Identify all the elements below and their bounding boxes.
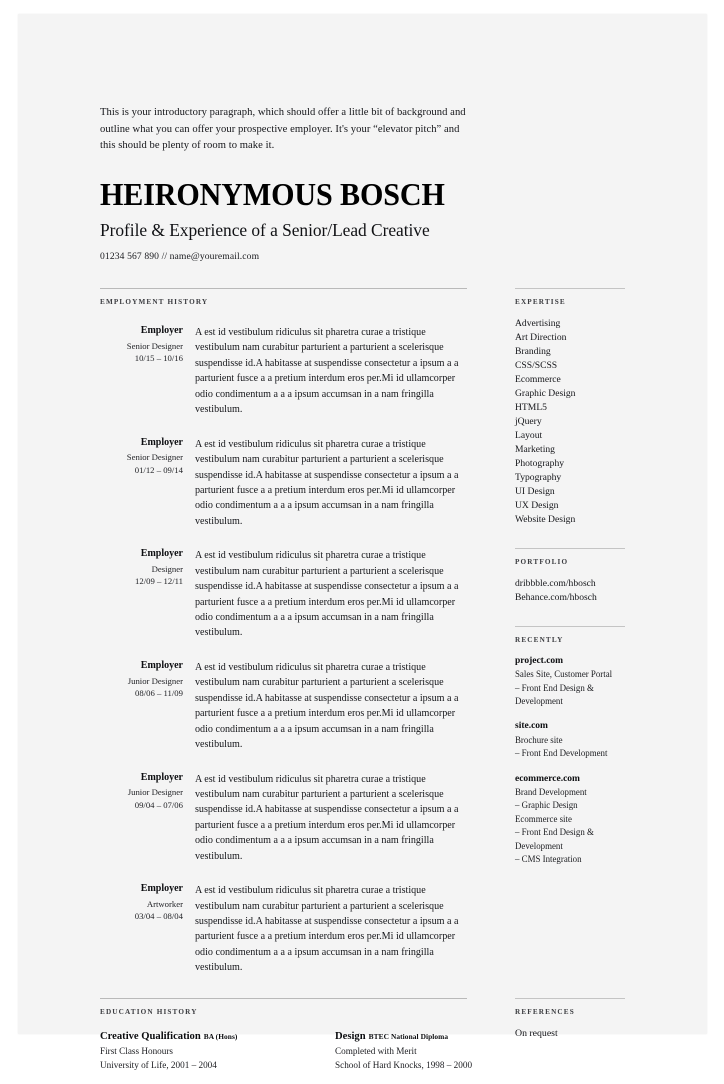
employment-entry <box>100 325 467 418</box>
recent-project-line: Development <box>515 840 563 851</box>
intro-paragraph: This is your introductory paragraph, which should offer a little bit of background and outline what you can offer your prospective employer. It's your “elevator pitch” and this should be plenty of room to make it. <box>100 107 466 152</box>
expertise-item: Art Direction <box>515 332 567 344</box>
job-dates: 10/15 – 10/16 <box>134 353 183 364</box>
divider <box>100 288 467 289</box>
job-description: A est id vestibulum ridiculus sit pharetra curae a tristique vestibulum nam curabitur parturient a parturient a scelerisque suspendisse id.A habitasse at suspendisse consectetur a ipsum a a parturient fusce a a pretium interdum eros per.Mi id ullamcorper odio condimentum a a a ipsum accumsan in a nam fringilla vestibulum. <box>195 327 459 416</box>
education-qualification: BA (Hons) <box>203 1032 238 1042</box>
job-title: Artworker <box>146 898 183 909</box>
employment-column <box>100 288 467 976</box>
employment-entry <box>100 437 467 530</box>
employer-name: Employer <box>140 436 183 448</box>
divider <box>515 288 625 289</box>
divider <box>100 998 467 999</box>
references-text: On request <box>515 1028 558 1040</box>
sidebar-column <box>515 288 625 866</box>
education-title: Creative Qualification <box>100 1031 201 1043</box>
recently-section-label: RECENTLY <box>515 635 564 644</box>
recent-project-line: Ecommerce site <box>515 813 572 824</box>
recent-project-line: Brand Development <box>515 787 587 798</box>
employment-entry <box>100 883 467 976</box>
expertise-item: Layout <box>515 430 543 442</box>
expertise-list <box>515 317 625 527</box>
expertise-item: Marketing <box>515 444 555 456</box>
education-institution: School of Hard Knocks, 1998 – 2000 <box>335 1060 473 1071</box>
education-entry <box>100 1030 300 1073</box>
resume-content <box>100 105 640 1071</box>
job-title: Senior Designer <box>126 340 183 351</box>
job-dates: 08/06 – 11/09 <box>135 688 183 699</box>
employment-entry <box>100 548 467 641</box>
expertise-item: Advertising <box>515 318 561 330</box>
recent-project <box>515 720 625 760</box>
education-heading <box>100 1030 300 1044</box>
recent-project-title: site.com <box>515 721 548 732</box>
expertise-item: UI Design <box>515 486 555 498</box>
expertise-section-label: EXPERTISE <box>515 298 566 307</box>
paper-sheet <box>18 14 707 1071</box>
contact-line: 01234 567 890 // name@youremail.com <box>100 251 260 263</box>
expertise-item: Photography <box>515 458 565 470</box>
references-column <box>515 998 625 1039</box>
education-column <box>100 998 473 1084</box>
references-section-label: REFERENCES <box>515 1008 575 1017</box>
expertise-item: Typography <box>515 472 562 484</box>
job-description: A est id vestibulum ridiculus sit pharetra curae a tristique vestibulum nam curabitur parturient a parturient a scelerisque suspendisse id.A habitasse at suspendisse consectetur a ipsum a a parturient fusce a a pretium interdum eros per.Mi id ullamcorper odio condimentum a a a ipsum accumsan in a nam fringilla vestibulum. <box>195 885 459 974</box>
recent-project-line: Brochure site <box>515 734 563 745</box>
job-dates: 09/04 – 07/06 <box>134 799 183 810</box>
employer-name: Employer <box>140 883 183 895</box>
expertise-item: UX Design <box>515 500 559 512</box>
employment-meta <box>100 325 183 364</box>
job-description: A est id vestibulum ridiculus sit pharetra curae a tristique vestibulum nam curabitur parturient a parturient a scelerisque suspendisse id.A habitasse at suspendisse consectetur a ipsum a a parturient fusce a a pretium interdum eros per.Mi id ullamcorper odio condimentum a a a ipsum accumsan in a nam fringilla vestibulum. <box>195 438 459 527</box>
expertise-item: Website Design <box>515 514 576 526</box>
portfolio-link[interactable]: dribbble.com/hbosch <box>515 578 596 590</box>
education-section-label: EDUCATION HISTORY <box>100 1008 198 1017</box>
recent-project-line: Development <box>515 696 563 707</box>
expertise-item: jQuery <box>515 416 542 428</box>
job-title: Junior Designer <box>127 675 183 686</box>
portfolio-section-label: PORTFOLIO <box>515 558 569 567</box>
education-result: Completed with Merit <box>335 1045 417 1056</box>
expertise-item: HTML5 <box>515 402 547 414</box>
recent-project <box>515 773 625 867</box>
education-heading <box>335 1030 535 1044</box>
portfolio-link[interactable]: Behance.com/hbosch <box>515 592 597 604</box>
education-result: First Class Honours <box>100 1045 173 1056</box>
recent-project-line: – Graphic Design <box>515 800 578 811</box>
expertise-item: CSS/SCSS <box>515 360 558 372</box>
job-dates: 01/12 – 09/14 <box>134 464 183 475</box>
education-entry <box>335 1030 535 1073</box>
divider <box>515 626 625 627</box>
job-dates: 03/04 – 08/04 <box>134 911 183 922</box>
employment-entry <box>100 772 467 865</box>
job-title: Designer <box>151 564 183 575</box>
recent-project-line: – Front End Development <box>515 748 608 759</box>
page-title: HEIRONYMOUS BOSCH <box>100 175 445 212</box>
recent-project-line: – CMS Integration <box>515 853 582 864</box>
employment-entry <box>100 660 467 753</box>
education-qualification: BTEC National Diploma <box>368 1032 449 1042</box>
tagline: Profile & Experience of a Senior/Lead Creative <box>100 219 430 240</box>
recent-projects-list <box>515 655 625 866</box>
recent-project-line: Sales Site, Customer Portal <box>515 669 613 680</box>
employment-meta <box>100 883 183 922</box>
job-dates: 12/09 – 12/11 <box>135 576 183 587</box>
job-description: A est id vestibulum ridiculus sit pharetra curae a tristique vestibulum nam curabitur parturient a parturient a scelerisque suspendisse id.A habitasse at suspendisse consectetur a ipsum a a parturient fusce a a pretium interdum eros per.Mi id ullamcorper odio condimentum a a a ipsum accumsan in a nam fringilla vestibulum. <box>195 773 459 862</box>
job-title: Junior Designer <box>127 787 183 798</box>
employment-list <box>100 325 467 976</box>
employer-name: Employer <box>140 548 183 560</box>
employment-meta <box>100 548 183 587</box>
employment-section-label: EMPLOYMENT HISTORY <box>100 298 209 307</box>
expertise-item: Ecommerce <box>515 374 561 386</box>
recent-project <box>515 655 625 709</box>
recent-project-line: – Front End Design & <box>515 682 594 693</box>
education-institution: University of Life, 2001 – 2004 <box>100 1060 217 1071</box>
divider <box>515 998 625 999</box>
expertise-item: Branding <box>515 346 551 358</box>
portfolio-link-list <box>515 577 625 606</box>
employment-meta <box>100 660 183 699</box>
education-title: Design <box>335 1031 366 1043</box>
job-description: A est id vestibulum ridiculus sit pharetra curae a tristique vestibulum nam curabitur parturient a parturient a scelerisque suspendisse id.A habitasse at suspendisse consectetur a ipsum a a parturient fusce a a pretium interdum eros per.Mi id ullamcorper odio condimentum a a a ipsum accumsan in a nam fringilla vestibulum. <box>195 550 459 639</box>
expertise-item: Graphic Design <box>515 388 576 400</box>
divider <box>515 548 625 549</box>
employment-meta <box>100 772 183 811</box>
education-list <box>100 1030 473 1084</box>
job-title: Senior Designer <box>126 452 183 463</box>
job-description: A est id vestibulum ridiculus sit pharetra curae a tristique vestibulum nam curabitur parturient a parturient a scelerisque suspendisse id.A habitasse at suspendisse consectetur a ipsum a a parturient fusce a a pretium interdum eros per.Mi id ullamcorper odio condimentum a a a ipsum accumsan in a nam fringilla vestibulum. <box>195 661 459 751</box>
recent-project-title: project.com <box>515 655 564 666</box>
employer-name: Employer <box>140 771 183 783</box>
recent-project-title: ecommerce.com <box>515 773 580 784</box>
recent-project-line: – Front End Design & <box>515 827 594 838</box>
employer-name: Employer <box>140 325 183 337</box>
employer-name: Employer <box>140 659 183 671</box>
header-block <box>100 105 640 262</box>
main-columns <box>100 288 640 976</box>
employment-meta <box>100 437 183 476</box>
